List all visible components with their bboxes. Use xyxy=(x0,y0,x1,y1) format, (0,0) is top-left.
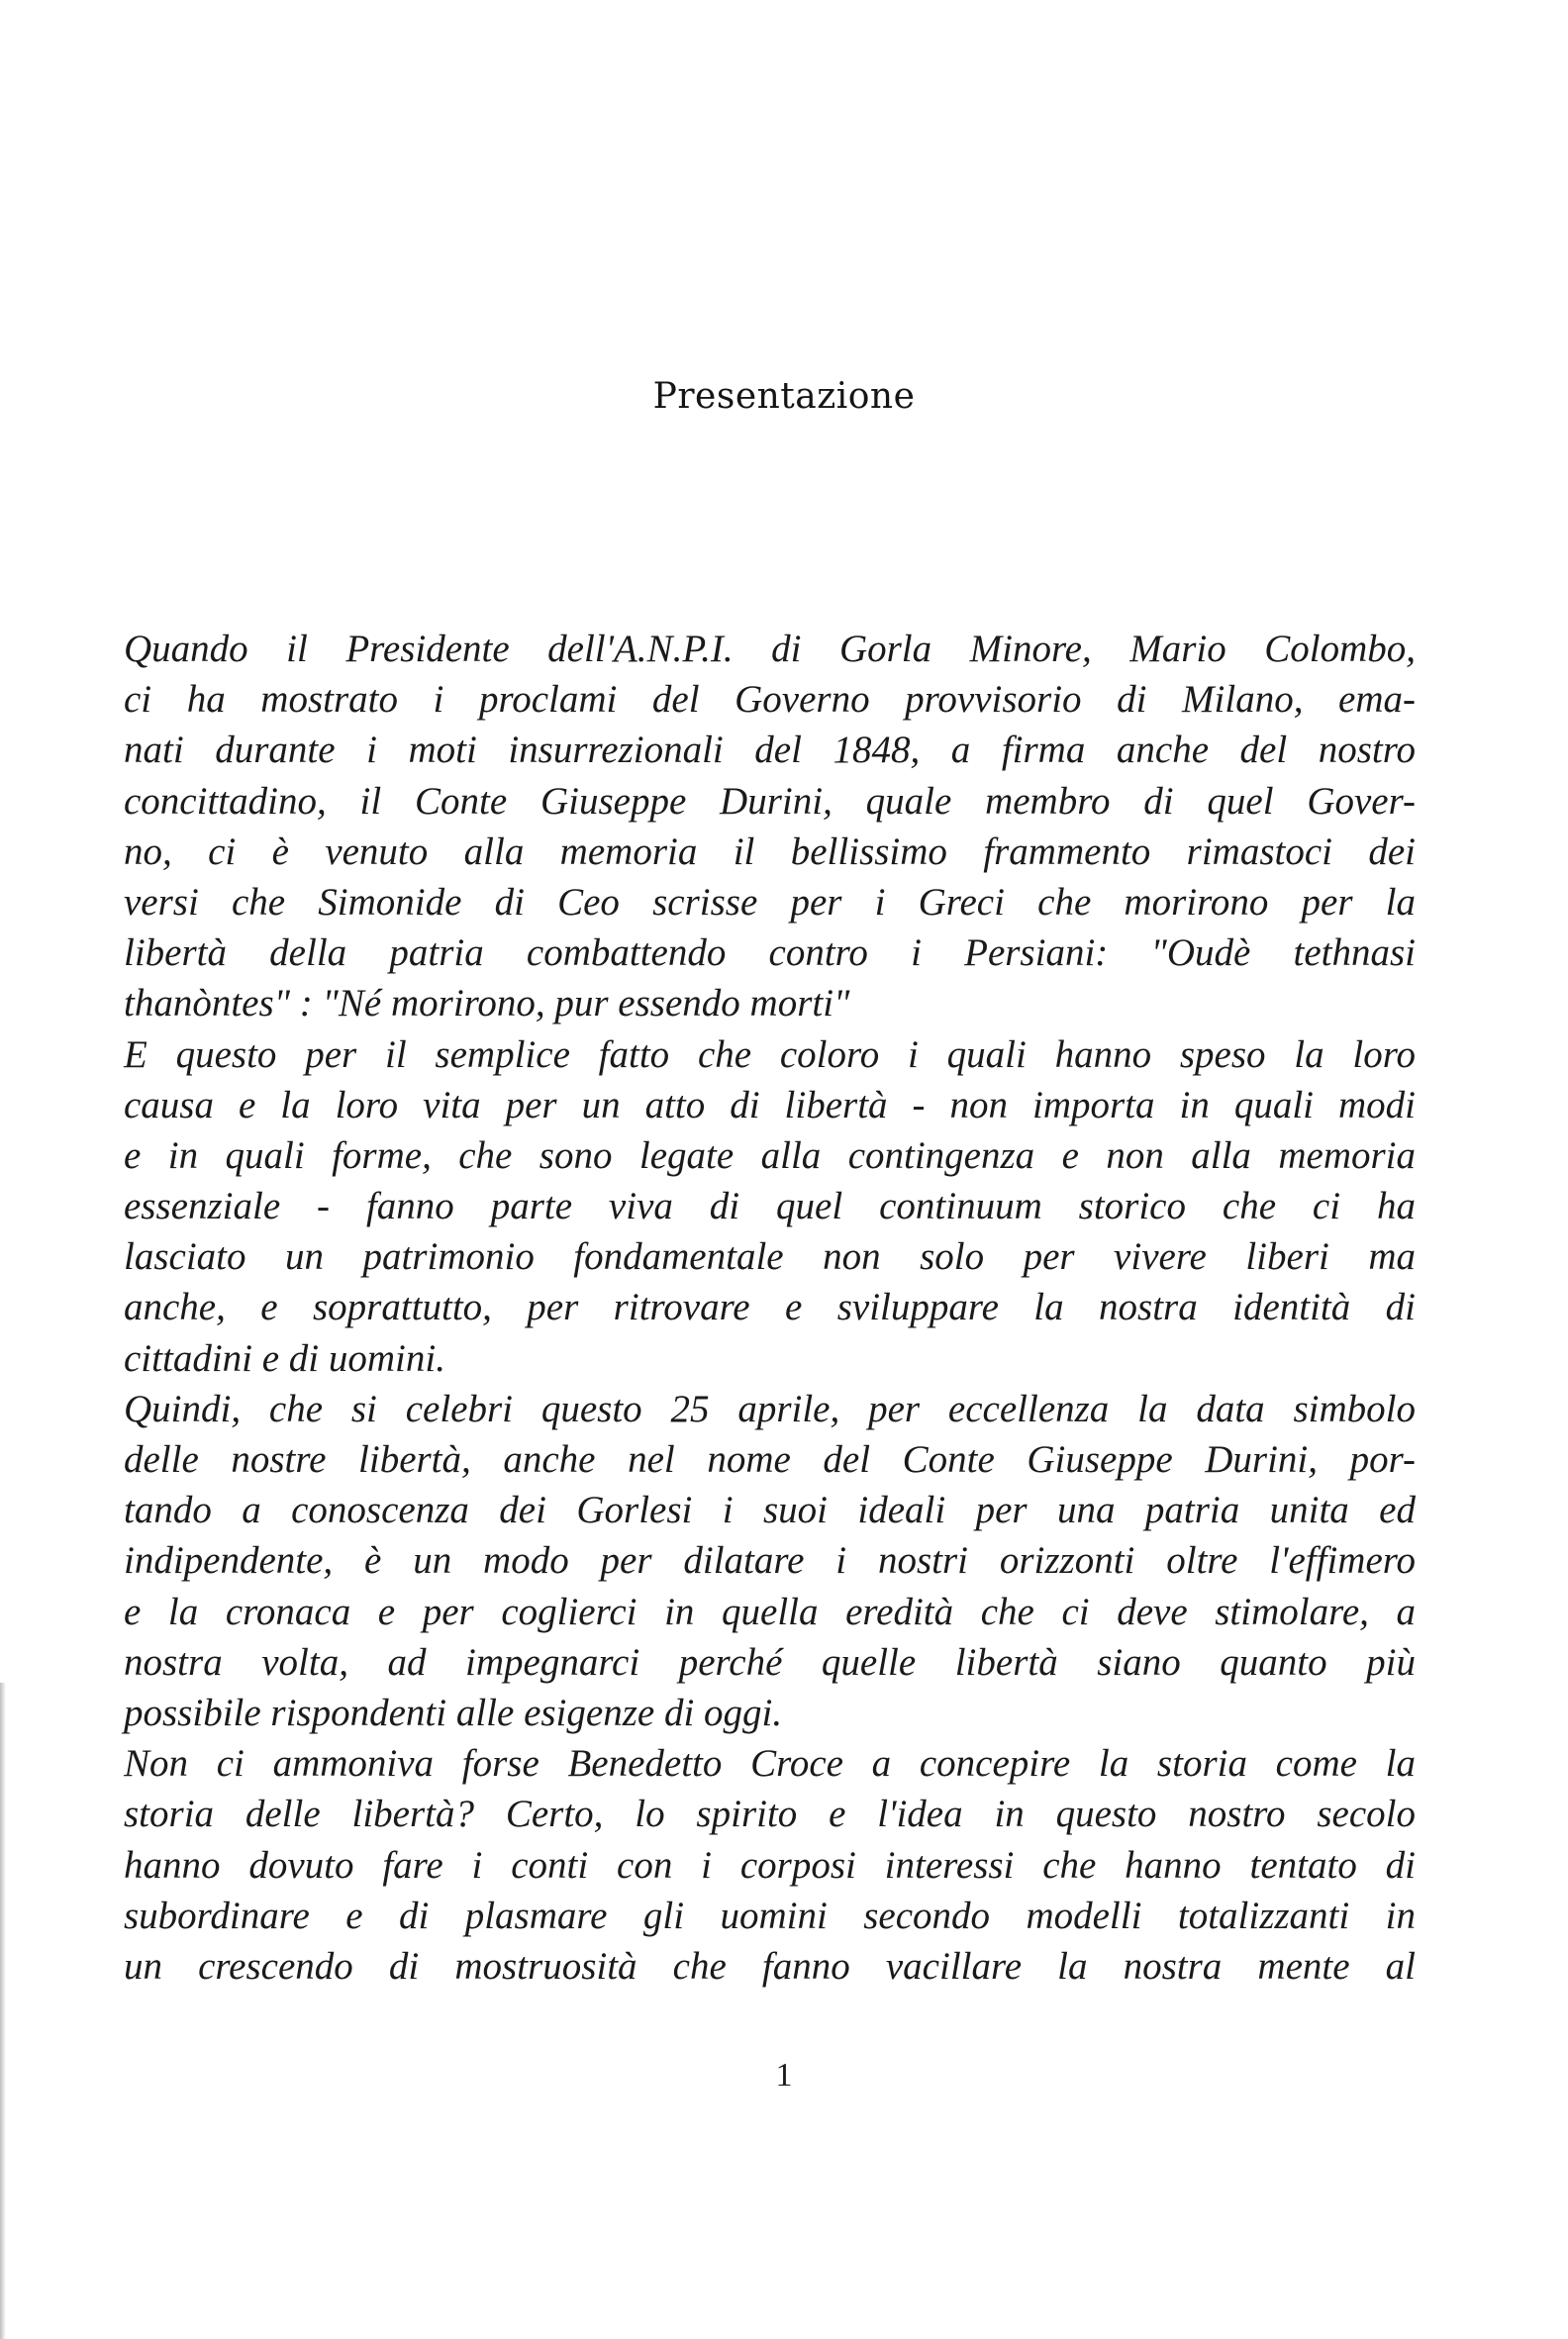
text-line: concittadino, il Conte Giuseppe Durini, quale membro di quel Gover- xyxy=(124,779,1416,823)
text-line: causa e la loro vita per un atto di libertà - non importa in quali modi xyxy=(124,1083,1416,1126)
text-line: thanòntes" : "Né morirono, pur essendo morti" xyxy=(124,982,850,1025)
text-line: lasciato un patrimonio fondamentale non solo per vivere liberi ma xyxy=(124,1235,1416,1279)
text-line: versi che Simonide di Ceo scrisse per i Greci che morirono per la xyxy=(124,880,1416,924)
text-line: nati durante i moti insurrezionali del 1848, a firma anche del nostro xyxy=(124,729,1416,772)
text-line: hanno dovuto fare i conti con i corposi interessi che hanno tentato di xyxy=(124,1843,1416,1887)
text-line: indipendente, è un modo per dilatare i nostri orizzonti oltre l'effimero xyxy=(124,1539,1416,1583)
text-line: Quando il Presidente dell'A.N.P.I. di Gorla Minore, Mario Colombo, xyxy=(124,628,1416,670)
text-line: storia delle libertà? Certo, lo spirito e l'idea in questo nostro secolo xyxy=(124,1793,1416,1836)
page-number: 1 xyxy=(775,2057,793,2094)
binding-shadow xyxy=(0,1683,6,2339)
text-line: delle nostre libertà, anche nel nome del Conte Giuseppe Durini, por- xyxy=(124,1438,1416,1481)
text-line: tando a conoscenza dei Gorlesi i suoi ideali per una patria unita ed xyxy=(124,1489,1416,1532)
text-line: anche, e soprattutto, per ritrovare e sviluppare la nostra identità di xyxy=(124,1286,1416,1329)
text-line: E questo per il semplice fatto che coloro i quali hanno speso la loro xyxy=(124,1032,1416,1076)
text-line: no, ci è venuto alla memoria il bellissimo frammento rimastoci dei xyxy=(124,829,1416,873)
text-line: Non ci ammoniva forse Benedetto Croce a concepire la storia come la xyxy=(124,1742,1416,1786)
text-line: nostra volta, ad impegnarci perché quelle libertà siano quanto più xyxy=(124,1640,1416,1684)
text-line: e in quali forme, che sono legate alla contingenza e non alla memoria xyxy=(124,1133,1416,1177)
text-line: possibile rispondenti alle esigenze di oggi. xyxy=(124,1691,783,1734)
text-line: subordinare e di plasmare gli uomini secondo modelli totalizzanti in xyxy=(124,1894,1416,1937)
text-line: Quindi, che si celebri questo 25 aprile, per eccellenza la data simbolo xyxy=(124,1387,1416,1430)
body-text xyxy=(124,624,1416,1992)
text-line: essenziale - fanno parte viva di quel continuum storico che ci ha xyxy=(124,1185,1416,1228)
text-line: e la cronaca e per coglierci in quella eredità che ci deve stimolare, a xyxy=(124,1590,1416,1633)
text-line: cittadini e di uomini. xyxy=(124,1336,445,1380)
page-title: Presentazione xyxy=(652,376,916,417)
text-line: un crescendo di mostruosità che fanno vacillare la nostra mente al xyxy=(124,1944,1416,1988)
text-line: ci ha mostrato i proclami del Governo provvisorio di Milano, ema- xyxy=(124,678,1416,722)
text-line: libertà della patria combattendo contro i Persiani: "Oudè tethnasi xyxy=(124,931,1416,975)
